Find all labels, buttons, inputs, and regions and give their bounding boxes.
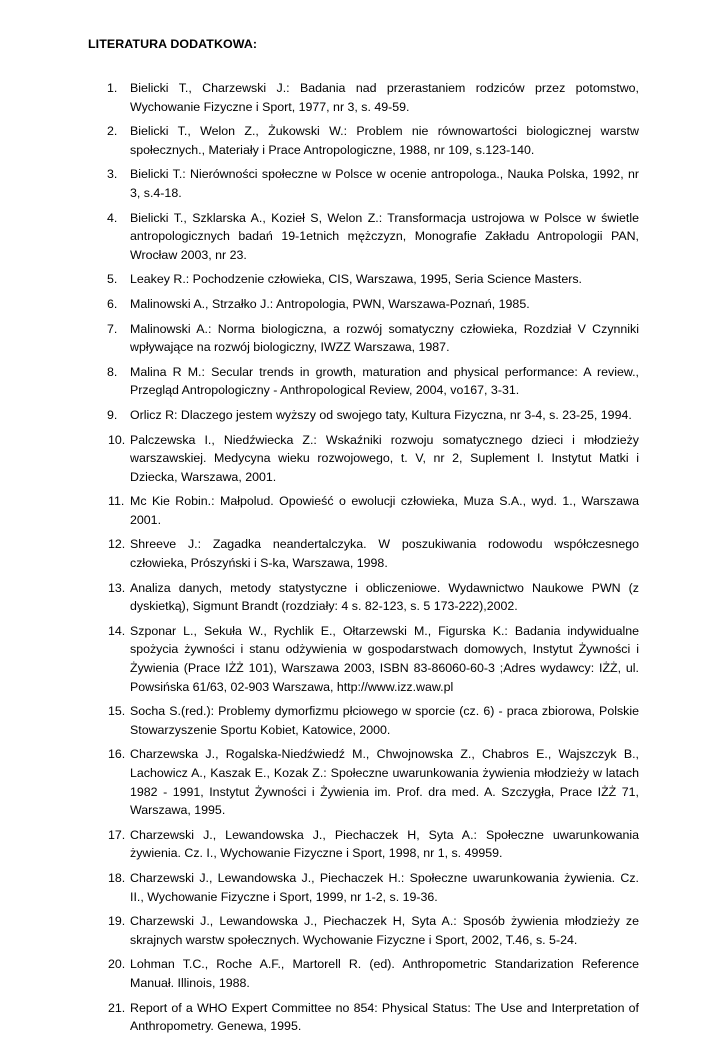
reference-item [88,912,639,949]
reference-number: 17. [108,827,126,842]
reference-item [88,165,639,202]
reference-item [88,955,639,992]
reference-text: Charzewski J., Lewandowska J., Piechaczek H, Syta A.: Społeczne uwarunkowania żywienia. Cz. I., Wychowanie Fizyczne i Sport, 1998, nr 1, s. 49959. [130,827,639,861]
reference-text: Malina R M.: Secular trends in growth, maturation and physical performance: A review., Przegląd Antropologiczny - Anthropological Review, 2004, vo167, 3-31. [130,364,639,398]
reference-item [88,535,639,572]
reference-item [88,79,639,116]
reference-text: Szponar L., Sekuła W., Rychlik E., Ołtarzewski M., Figurska K.: Badania indywidualne spożycia żywności i stanu odżywienia w gospodarstwach domowych, Instytut Żywności i Żywienia (Prace IŻŻ 101), Warszawa 2003, ISBN 83-86060-60-3 ;Adres wydawcy: IŻŻ, ul. Powsińska 61/63, 02-903 Warszawa, http://www.izz.waw.pl [130,623,639,694]
reference-number: 9. [107,407,118,422]
reference-item [88,270,639,289]
reference-number: 14. [108,623,126,638]
reference-number: 1. [107,81,118,95]
reference-item [88,295,639,314]
reference-number: 21. [108,1000,126,1015]
reference-number: 2. [107,124,118,139]
reference-text: Orlicz R: Dlaczego jestem wyższy od swojego taty, Kultura Fizyczna, nr 3-4, s. 23-25, 1994. [130,407,632,422]
reference-item [88,431,639,487]
reference-item [88,492,639,529]
reference-item [88,122,639,159]
reference-item [88,363,639,400]
reference-text: Charzewska J., Rogalska-Niedźwiedź M., Chwojnowska Z., Chabros E., Wajszczyk B., Lachowicz A., Kaszak E., Kozak Z.: Społeczne uwarunkowania żywienia młodzieży w latach 1982 - 1991, Instytut Żywności i Żywienia im. Prof. dra med. A. Szczygła, Prace IŻŻ 71, Warszawa, 1995. [130,747,639,818]
reference-text: Analiza danych, metody statystyczne i obliczeniowe. Wydawnictwo Naukowe PWN (z dyskietką), Sigmunt Brandt (rozdziały: 4 s. 82-123, s. 5 173-222),2002. [130,580,639,614]
reference-number: 15. [108,704,126,719]
reference-number: 13. [108,580,126,595]
reference-text: Charzewski J., Lewandowska J., Piechaczek H.: Społeczne uwarunkowania żywienia. Cz. II., Wychowanie Fizyczne i Sport, 1999, nr 1-2, s. 19-36. [130,870,639,904]
reference-item [88,622,639,696]
reference-text: Shreeve J.: Zagadka neandertalczyka. W poszukiwania rodowodu współczesnego człowieka, Prószyński i S-ka, Warszawa, 1998. [130,537,639,571]
reference-item [88,745,639,819]
reference-text: Bielicki T.: Nierówności społeczne w Polsce w ocenie antropologa., Nauka Polska, 1992, nr 3, s.4-18. [130,167,639,200]
reference-text: Mc Kie Robin.: Małpolud. Opowieść o ewolucji człowieka, Muza S.A., wyd. 1., Warszawa 2001. [130,494,639,527]
reference-number: 5. [107,272,118,287]
reference-text: Lohman T.C., Roche A.F., Martorell R. (ed). Anthropometric Standarization Reference Manuał. Illinois, 1988. [130,957,639,990]
reference-text: Charzewski J., Lewandowska J., Piechaczek H, Syta A.: Sposób żywienia młodzieży ze skrajnych warstw społecznych. Wychowanie Fizyczne i Sport, 2002, T.46, s. 5-24. [130,914,639,947]
reference-item [88,406,639,425]
reference-item [88,869,639,906]
reference-number: 16. [108,747,126,762]
reference-number: 20. [108,957,126,972]
section-heading: LITERATURA DODATKOWA: [88,37,258,51]
reference-text: Report of a WHO Expert Committee no 854: Physical Status: The Use and Interpretation of Anthropometry. Genewa, 1995. [130,1000,639,1034]
reference-text: Malinowski A.: Norma biologiczna, a rozwój somatyczny człowieka, Rozdział V Czynniki wpływające na rozwój biologiczny, IWZZ Warszawa, 1987. [130,321,639,355]
reference-text: Bielicki T., Welon Z., Żukowski W.: Problem nie równowartości biologicznej warstw społecznych., Materiały i Prace Antropologiczne, 1988, nr 109, s.123-140. [130,124,639,157]
reference-item [88,209,639,265]
reference-text: Bielicki T., Szklarska A., Kozieł S, Welon Z.: Transformacja ustrojowa w Polsce w świetle antropologicznych badań 19-1etnich mężczyzn, Monografie Zakładu Antropologii PAN, Wrocław 2003, nr 23. [130,210,639,262]
reference-item [88,826,639,863]
reference-text: Malinowski A., Strzałko J.: Antropologia, PWN, Warszawa-Poznań, 1985. [130,296,530,311]
reference-list [88,79,639,1042]
reference-number: 18. [108,870,126,885]
reference-item [88,999,639,1036]
reference-number: 6. [107,296,118,311]
reference-item [88,702,639,739]
reference-text: Socha S.(red.): Problemy dymorfizmu płciowego w sporcie (cz. 6) - praca zbiorowa, Polskie Stowarzyszenie Sportu Kobiet, Katowice, 2000. [130,704,639,737]
reference-number: 11. [108,494,125,509]
reference-number: 4. [107,210,118,225]
reference-number: 12. [108,537,126,552]
reference-item [88,320,639,357]
reference-number: 19. [108,914,126,929]
reference-text: Bielicki T., Charzewski J.: Badania nad przerastaniem rodziców przez potomstwo, Wychowanie Fizyczne i Sport, 1977, nr 3, s. 49-59. [130,81,639,114]
reference-text: Leakey R.: Pochodzenie człowieka, CIS, Warszawa, 1995, Seria Science Masters. [130,272,583,287]
reference-number: 3. [107,167,118,182]
reference-number: 8. [107,364,118,379]
reference-item [88,579,639,616]
reference-text: Palczewska I., Niedźwiecka Z.: Wskaźniki rozwoju somatycznego dzieci i młodzieży warszawskiej. Medycyna wieku rozwojowego, t. V, nr 2, Suplement I. Instytut Matki i Dziecka, Warszawa, 2001. [130,432,639,484]
reference-number: 7. [107,321,118,336]
reference-number: 10. [108,432,126,447]
